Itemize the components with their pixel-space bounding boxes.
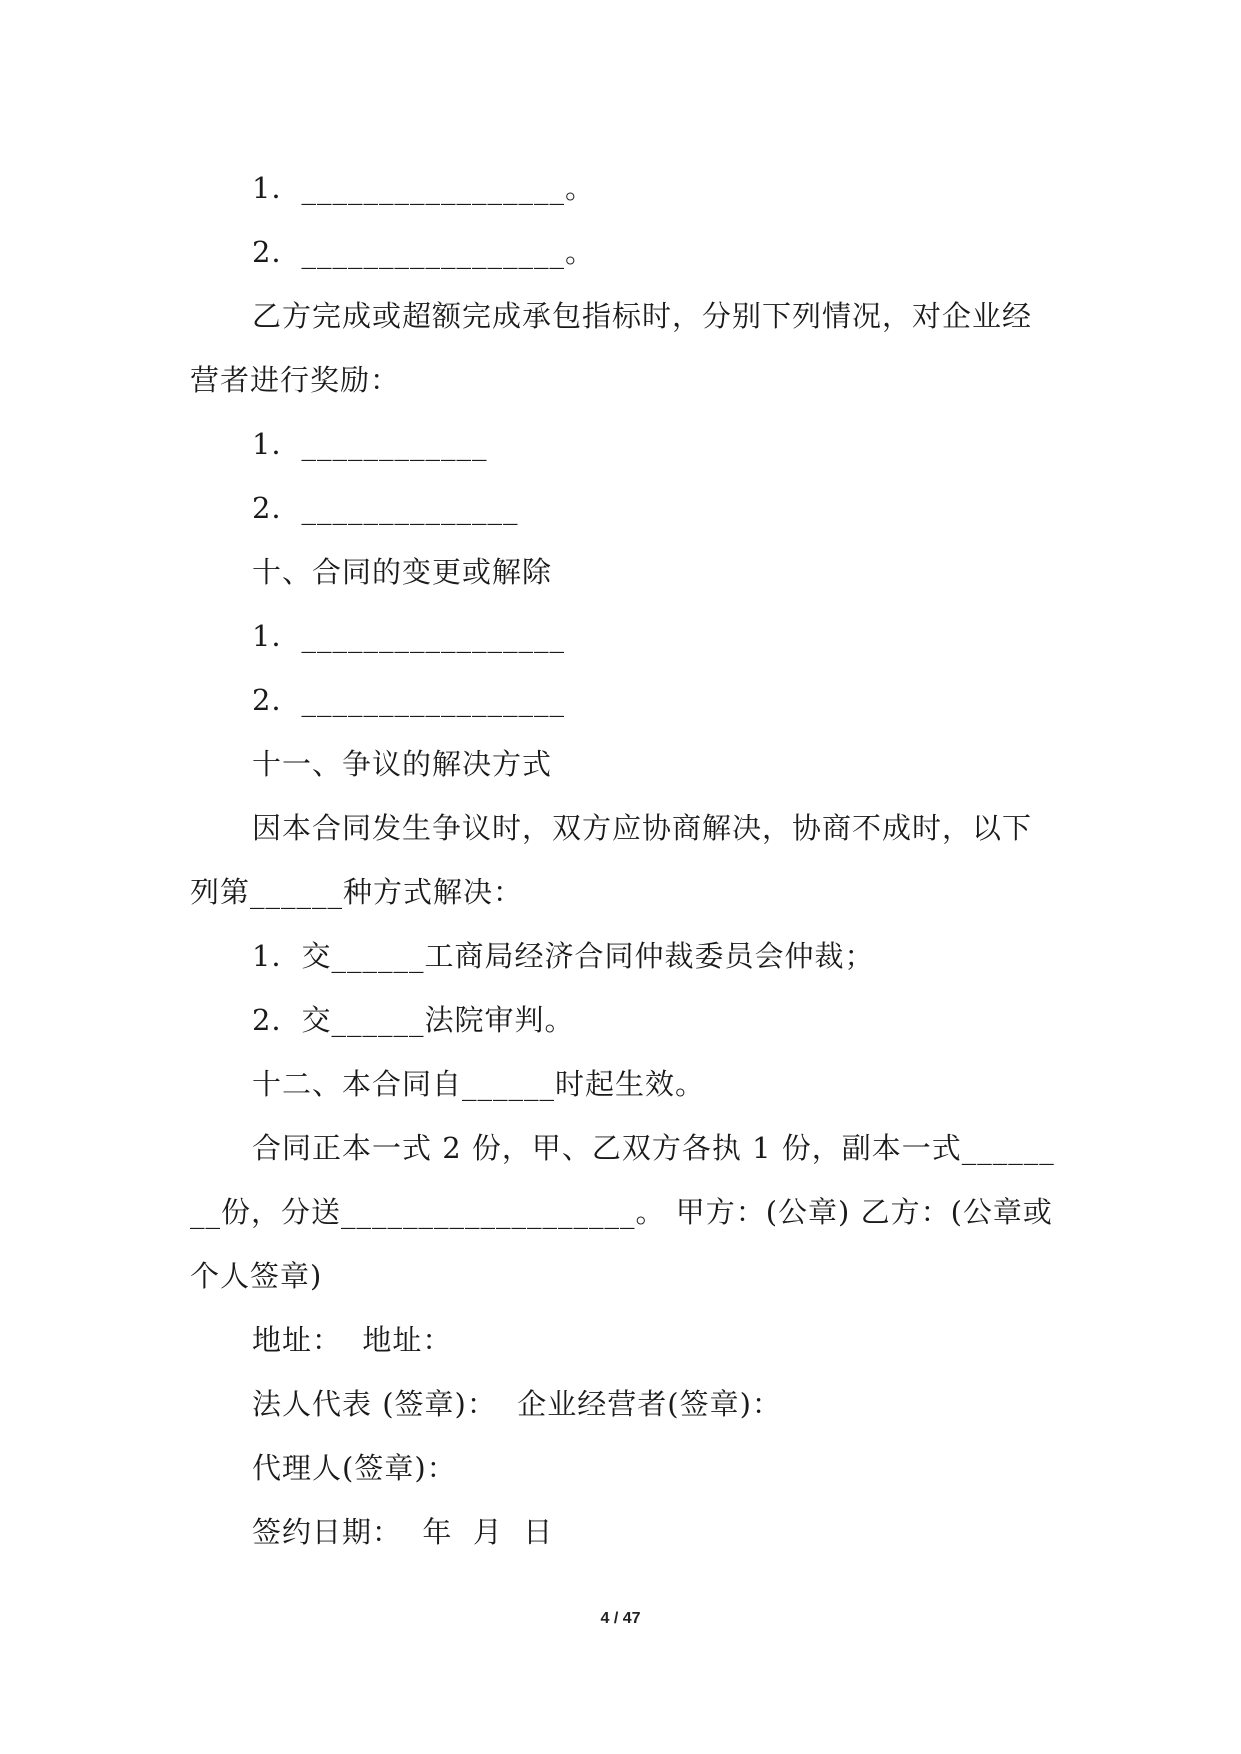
paragraph-copies: 合同正本一式 2 份，甲、乙双方各执 1 份，副本一式______ — [252, 1131, 1055, 1165]
change-item-2-line: 2．_________________ — [252, 683, 565, 717]
reward-item-2-line: 2．_________________。 — [252, 235, 595, 269]
legal-rep-line: 法人代表 (签章)： 企业经营者(签章)： — [252, 1387, 782, 1421]
signing-date-line: 签约日期： 年 月 日 — [252, 1515, 554, 1549]
dispute-option-1: 1．交______工商局经济合同仲裁委员会仲裁； — [252, 939, 875, 973]
paragraph-reward-conditions-cont: 营者进行奖励： — [190, 363, 401, 397]
section-heading-11: 十一、争议的解决方式 — [252, 747, 553, 781]
paragraph-reward-conditions: 乙方完成或超额完成承包指标时，分别下列情况，对企业经 — [252, 299, 1033, 333]
paragraph-dispute: 因本合同发生争议时，双方应协商解决，协商不成时，以下 — [252, 811, 1033, 845]
section-heading-12: 十二、本合同自______时起生效。 — [252, 1067, 706, 1101]
bonus-item-1-line: 1．____________ — [252, 427, 488, 461]
change-item-1-line: 1．_________________ — [252, 619, 565, 653]
paragraph-copies-cont: __份，分送___________________。 甲方：(公章) 乙方：(公章或 — [190, 1195, 1053, 1229]
dispute-option-2: 2．交______法院审判。 — [252, 1003, 575, 1037]
paragraph-copies-end: 个人签章) — [190, 1259, 323, 1293]
address-line: 地址： 地址： — [252, 1323, 453, 1357]
page-number: 4 / 47 — [600, 1610, 641, 1627]
bonus-item-2-line: 2．______________ — [252, 491, 519, 525]
agent-line: 代理人(签章)： — [252, 1451, 457, 1485]
reward-item-1-line: 1．_________________。 — [252, 171, 595, 205]
section-heading-10: 十、合同的变更或解除 — [252, 555, 553, 589]
paragraph-dispute-cont: 列第______种方式解决： — [190, 875, 524, 909]
